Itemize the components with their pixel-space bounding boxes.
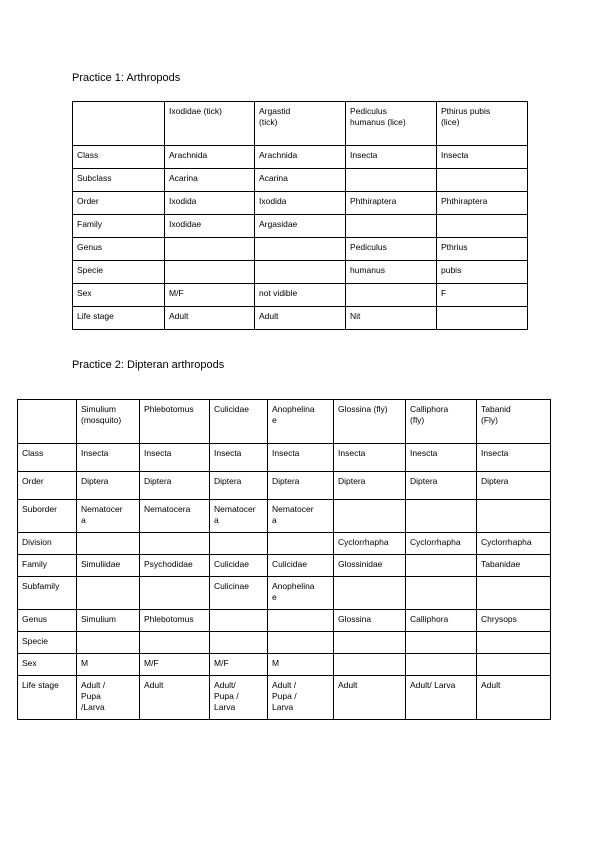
dipteran-table-row-label: Suborder [18,500,77,533]
arthropods-table-row [73,169,528,192]
dipteran-table-cell: Anophelina e [268,577,334,610]
arthropods-table-cell [346,169,437,192]
dipteran-table-row-label: Specie [18,632,77,654]
arthropods-table-cell: F [437,284,528,307]
dipteran-table-cell: Chrysops [477,610,551,632]
dipteran-table-cell: Insecta [268,444,334,472]
arthropods-table-cell: Ixodida [255,192,346,215]
dipteran-table [17,399,551,720]
arthropods-table-cell [255,238,346,261]
arthropods-table-header-cell: Pthirus pubis (lice) [437,102,528,146]
arthropods-table-row-label: Specie [73,261,165,284]
arthropods-table-row [73,307,528,330]
dipteran-table-cell [334,632,406,654]
dipteran-table-row-label: Class [18,444,77,472]
arthropods-table-header-cell: Pediculus humanus (lice) [346,102,437,146]
arthropods-table-cell: Acarina [165,169,255,192]
dipteran-table-cell [268,610,334,632]
dipteran-table-row [18,533,551,555]
dipteran-table-cell [77,632,140,654]
dipteran-table-header-cell: Simulium (mosquito) [77,400,140,444]
dipteran-table-row [18,610,551,632]
dipteran-table-cell: M [77,654,140,676]
arthropods-table-row-label: Class [73,146,165,169]
dipteran-table-cell [77,533,140,555]
dipteran-table-cell: Culicidae [268,555,334,577]
dipteran-table-cell: Glossina [334,610,406,632]
arthropods-table-cell: Pediculus [346,238,437,261]
dipteran-table-cell: Cyclorrhapha [406,533,477,555]
dipteran-table-cell [140,577,210,610]
dipteran-table-header-row [18,400,551,444]
dipteran-table-cell: Inescta [406,444,477,472]
dipteran-table-cell: Nematocer a [210,500,268,533]
dipteran-table-cell: Insecta [477,444,551,472]
dipteran-table-cell: Psychodidae [140,555,210,577]
arthropods-table-row [73,215,528,238]
dipteran-table-row [18,632,551,654]
dipteran-table-cell: Cyclorrhapha [334,533,406,555]
arthropods-table-cell [255,261,346,284]
arthropods-table-header-row [73,102,528,146]
dipteran-table-cell [210,632,268,654]
arthropods-table-row [73,261,528,284]
dipteran-table-cell: Nematocer a [268,500,334,533]
dipteran-table-cell [334,500,406,533]
dipteran-table-cell [406,577,477,610]
arthropods-table-cell: Nit [346,307,437,330]
arthropods-table-row [73,238,528,261]
arthropods-table-cell: Adult [255,307,346,330]
dipteran-table-cell [477,577,551,610]
arthropods-table-cell: Phthiraptera [437,192,528,215]
dipteran-table-cell: Insecta [77,444,140,472]
dipteran-table-cell: Diptera [140,472,210,500]
arthropods-table-row [73,192,528,215]
dipteran-table-cell: Adult [334,676,406,720]
arthropods-table-cell [165,261,255,284]
dipteran-table-row-label: Family [18,555,77,577]
arthropods-table-cell: Acarina [255,169,346,192]
dipteran-table-row [18,577,551,610]
arthropods-table-row [73,284,528,307]
dipteran-table-cell: Insecta [334,444,406,472]
dipteran-table-cell [406,500,477,533]
dipteran-table-cell [406,632,477,654]
dipteran-table-cell: Adult/ Larva [406,676,477,720]
dipteran-table-cell: M/F [140,654,210,676]
dipteran-table-cell: Diptera [334,472,406,500]
dipteran-table-row-label: Division [18,533,77,555]
dipteran-table-cell: Glossinidae [334,555,406,577]
dipteran-table-row [18,500,551,533]
dipteran-table-cell: Culicinae [210,577,268,610]
arthropods-table-cell: Phthiraptera [346,192,437,215]
dipteran-table-cell: Insecta [140,444,210,472]
dipteran-table-cell: Diptera [477,472,551,500]
dipteran-table-cell: Phlebotomus [140,610,210,632]
arthropods-table-row-label: Subclass [73,169,165,192]
dipteran-table-cell: Diptera [210,472,268,500]
practice2-title: Practice 2: Dipteran arthropods [72,359,225,371]
dipteran-table-cell: Calliphora [406,610,477,632]
arthropods-table-header-cell: Ixodidae (tick) [165,102,255,146]
dipteran-table-row [18,555,551,577]
dipteran-table-cell: Adult [140,676,210,720]
dipteran-table-cell: Nematocer a [77,500,140,533]
arthropods-table-cell: Insecta [437,146,528,169]
arthropods-table-cell: Argasidae [255,215,346,238]
practice1-title: Practice 1: Arthropods [72,72,181,84]
arthropods-table-cell: Arachnida [165,146,255,169]
dipteran-table-cell [334,654,406,676]
arthropods-table-cell [346,215,437,238]
dipteran-table-cell [140,533,210,555]
dipteran-table-row-label: Sex [18,654,77,676]
arthropods-table-cell: Insecta [346,146,437,169]
dipteran-table-cell [334,577,406,610]
dipteran-table-cell [268,632,334,654]
dipteran-table-header-cell: Phlebotomus [140,400,210,444]
arthropods-table-cell: M/F [165,284,255,307]
arthropods-table-cell [437,215,528,238]
arthropods-table-cell [437,169,528,192]
arthropods-table-cell: humanus [346,261,437,284]
dipteran-table-cell: Nematocera [140,500,210,533]
dipteran-table-cell [406,555,477,577]
dipteran-table-cell: Adult / Pupa / Larva [268,676,334,720]
dipteran-table-cell [477,654,551,676]
arthropods-table-cell: Pthrius [437,238,528,261]
arthropods-table-header-cell [73,102,165,146]
dipteran-table-header-cell: Culicidae [210,400,268,444]
dipteran-table-cell: M [268,654,334,676]
dipteran-table-cell: Diptera [77,472,140,500]
dipteran-table-row-label: Order [18,472,77,500]
arthropods-table-row-label: Genus [73,238,165,261]
dipteran-table-cell [406,654,477,676]
arthropods-table-cell: not vidible [255,284,346,307]
dipteran-table-row [18,676,551,720]
dipteran-table-cell [210,533,268,555]
arthropods-table-row-label: Order [73,192,165,215]
dipteran-table-cell: Adult/ Pupa / Larva [210,676,268,720]
arthropods-table [72,101,528,330]
dipteran-table-cell [477,500,551,533]
arthropods-table-cell: Arachnida [255,146,346,169]
dipteran-table-row [18,472,551,500]
dipteran-table-cell [140,632,210,654]
dipteran-table-header-cell: Glossina (fly) [334,400,406,444]
arthropods-table-row-label: Life stage [73,307,165,330]
dipteran-table-cell: Simuliidae [77,555,140,577]
dipteran-table-header-cell: Calliphora (fly) [406,400,477,444]
dipteran-table-cell: Adult [477,676,551,720]
dipteran-table-cell: Cyclorrhapha [477,533,551,555]
arthropods-table-cell [437,307,528,330]
dipteran-table-row-label: Life stage [18,676,77,720]
dipteran-table-cell: Culicidae [210,555,268,577]
dipteran-table-cell: M/F [210,654,268,676]
dipteran-table-row [18,444,551,472]
dipteran-table-cell: Diptera [268,472,334,500]
dipteran-table-cell: Tabanidae [477,555,551,577]
arthropods-table-cell: pubis [437,261,528,284]
arthropods-table-cell [165,238,255,261]
dipteran-table-cell [268,533,334,555]
arthropods-table-cell: Adult [165,307,255,330]
dipteran-table-header-cell: Anophelina e [268,400,334,444]
dipteran-table-cell [477,632,551,654]
dipteran-table-header-cell: Tabanid (Fly) [477,400,551,444]
dipteran-table-cell [77,577,140,610]
dipteran-table-cell: Diptera [406,472,477,500]
arthropods-table-header-cell: Argastid (tick) [255,102,346,146]
arthropods-table-row-label: Family [73,215,165,238]
dipteran-table-row-label: Subfamily [18,577,77,610]
dipteran-table-cell: Insecta [210,444,268,472]
arthropods-table-cell: Ixodidae [165,215,255,238]
arthropods-table-cell [346,284,437,307]
arthropods-table-row [73,146,528,169]
arthropods-table-row-label: Sex [73,284,165,307]
dipteran-table-header-cell [18,400,77,444]
dipteran-table-row-label: Genus [18,610,77,632]
dipteran-table-row [18,654,551,676]
dipteran-table-cell [210,610,268,632]
arthropods-table-cell: Ixodida [165,192,255,215]
dipteran-table-cell: Simulium [77,610,140,632]
dipteran-table-cell: Adult / Pupa /Larva [77,676,140,720]
